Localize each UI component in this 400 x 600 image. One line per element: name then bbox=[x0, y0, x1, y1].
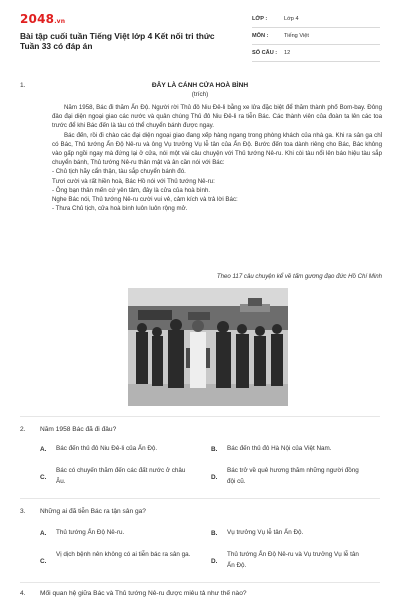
photo-illustration bbox=[128, 288, 288, 406]
header bbox=[0, 0, 400, 62]
passage-title: ĐÂY LÀ CÁNH CỬA HOÀ BÌNH bbox=[151, 82, 249, 89]
page-title: Bài tập cuối tuần Tiếng Việt lớp 4 Kết nối tri thức Tuần 33 có đáp án bbox=[20, 31, 215, 51]
divider bbox=[20, 498, 380, 499]
option-text[interactable]: Bác trở về quê hương thăm những người đồng đội cũ. bbox=[227, 467, 359, 485]
passage-subtitle: (trích) bbox=[191, 91, 209, 98]
question-text: Năm 1958 Bác đã đi đâu? bbox=[40, 426, 117, 433]
option-text[interactable]: Bác có chuyến thăm đến các đất nước ở châu Âu. bbox=[56, 467, 186, 485]
question-number: 3. bbox=[20, 508, 26, 515]
question-text: Mối quan hệ giữa Bác và Thủ tướng Nê-ru được miêu tả như thế nào? bbox=[40, 590, 247, 597]
question-number: 4. bbox=[20, 590, 26, 597]
site-logo[interactable]: 2048.vn bbox=[20, 12, 66, 26]
meta-value: Lớp 4 bbox=[284, 16, 299, 22]
option-letter[interactable]: A. bbox=[40, 530, 47, 537]
question-text: Những ai đã tiễn Bác ra tận sân ga? bbox=[40, 508, 146, 515]
passage-paragraph: Bác đến, rồi đi chào các đại diện ngoại giao đang xếp hàng ngang trong phòng khách của nhà ga. Khi ra sân ga chỉ có Bác, Thủ tướng Ấn Độ Nê-ru và ông Vụ trưởng Vụ lễ tân của Ấn Độ. Bước đến toa dành riêng cho Bác, Bác không vào gấp ngồi ngay mà đứng lại ở cửa, nói một vài câu chuyện với Thủ tướng Nê-ru. Khi còi tàu nổi lên báo hiệu tàu sắp chuyển bánh, Thủ tướng Nê-ru thân mật và ân cần nói với Bác: bbox=[52, 131, 382, 167]
option-text[interactable]: Thủ tướng Ấn Độ Nê-ru. bbox=[56, 529, 125, 536]
meta-info bbox=[252, 12, 380, 63]
question-number: 2. bbox=[20, 426, 26, 433]
meta-row-class bbox=[252, 12, 380, 28]
meta-label: MÔN : bbox=[252, 33, 269, 39]
option-text[interactable]: Bác đến thủ đô Hà Nội của Việt Nam. bbox=[227, 445, 332, 452]
option-letter[interactable]: C. bbox=[40, 558, 47, 565]
passage-paragraph: Năm 1958, Bác đi thăm Ấn Độ. Người rời Thủ đô Niu Đê-li bằng xe lửa đặc biệt để thăm thành phố Bom-bay. Đông đảo đại diện ngoại giao các nước và quân chúng Thủ đô Niu Đê-li ra tiễn Bác. Các thành viên của đoàn ta lên các toa trước để khi Bác đến là tàu có thể chuyển bánh được ngay. bbox=[52, 104, 382, 130]
passage-paragraph: - Chủ tịch hãy cẩn thận, tàu sắp chuyển bánh đó. bbox=[52, 168, 186, 176]
option-letter[interactable]: D. bbox=[211, 558, 218, 565]
historical-photo bbox=[128, 288, 288, 406]
meta-row-count bbox=[252, 46, 380, 62]
divider bbox=[20, 416, 380, 417]
meta-row-subject bbox=[252, 29, 380, 45]
meta-value: Tiếng Việt bbox=[284, 33, 309, 39]
option-text[interactable]: Thủ tướng Ấn Độ Nê-ru và Vụ trưởng Vụ lễ tân Ấn Độ. bbox=[227, 551, 359, 569]
option-text[interactable]: Bác đến thủ đô Niu Đê-li của Ấn Độ. bbox=[56, 445, 158, 452]
meta-label: SỐ CÂU : bbox=[252, 50, 278, 56]
passage-paragraph: - Ông bạn thân mến cứ yên tâm, đây là cửa của hoà bình. bbox=[52, 186, 211, 194]
option-letter[interactable]: D. bbox=[211, 474, 218, 481]
reading-passage bbox=[52, 103, 382, 213]
passage-paragraph: Tươi cười và rất hiền hoà, Bác Hồ nói với Thủ tướng Nê-ru: bbox=[52, 177, 215, 185]
option-letter[interactable]: B. bbox=[211, 446, 218, 453]
question-number: 1. bbox=[20, 82, 26, 89]
divider bbox=[20, 582, 380, 583]
passage-paragraph: Nghe Bác nói, Thủ tướng Nê-ru cười vui vẻ, cảm kích và trả lời Bác: bbox=[52, 196, 238, 204]
option-text[interactable]: Vị dịch bệnh nên không có ai tiễn bác ra sân ga. bbox=[56, 551, 191, 558]
passage-source: Theo 117 câu chuyện kể về tấm gương đạo đức Hồ Chí Minh bbox=[216, 273, 382, 280]
passage-paragraph: - Thưa Chủ tịch, cửa hoà bình luôn luôn rộng mở. bbox=[52, 205, 188, 213]
option-text[interactable]: Vụ trưởng Vụ lễ tân Ấn Độ. bbox=[227, 529, 304, 536]
meta-value: 12 bbox=[284, 50, 291, 56]
option-letter[interactable]: C. bbox=[40, 474, 47, 481]
option-letter[interactable]: A. bbox=[40, 446, 47, 453]
option-letter[interactable]: B. bbox=[211, 530, 218, 537]
meta-label: LỚP : bbox=[252, 16, 268, 22]
